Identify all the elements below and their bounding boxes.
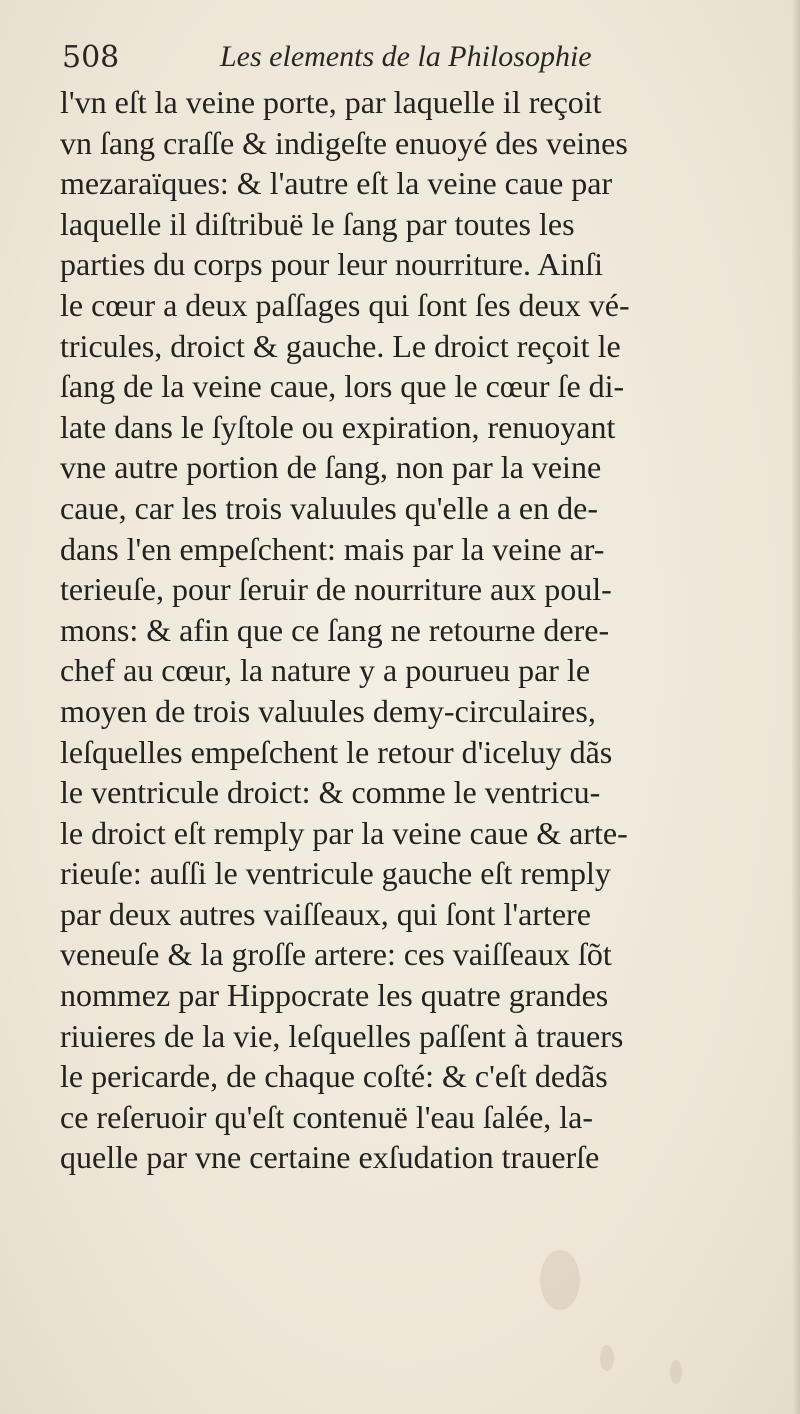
text-line: le droict eſt remply par la veine caue & arte- bbox=[60, 814, 628, 851]
text-line: moyen de trois valuules demy-circulaires, bbox=[60, 692, 596, 729]
text-line: rieuſe: auſſi le ventricule gauche eſt remply bbox=[60, 855, 611, 892]
text-line: le cœur a deux paſſages qui ſont ſes deux vé- bbox=[60, 286, 630, 323]
text-line: nommez par Hippocrate les quatre grandes bbox=[60, 977, 609, 1014]
text-line: laquelle il diſtribuë le ſang par toutes les bbox=[60, 205, 575, 242]
paper-smudge bbox=[670, 1360, 682, 1384]
text-line: leſquelles empeſchent le retour d'iceluy dãs bbox=[60, 733, 613, 770]
text-line: tricules, droict & gauche. Le droict reçoit le bbox=[60, 327, 621, 364]
text-line: ſang de la veine caue, lors que le cœur ſe di- bbox=[60, 368, 625, 405]
text-line: caue, car les trois valuules qu'elle a en de- bbox=[60, 489, 598, 526]
text-line: l'vn eſt la veine porte, par laquelle il reçoit bbox=[60, 84, 602, 120]
running-head-title: Les elements de la Philosophie bbox=[220, 40, 592, 73]
page-header bbox=[62, 40, 702, 84]
text-line: terieuſe, pour ſeruir de nourriture aux poul- bbox=[60, 571, 612, 608]
text-line: mons: & afin que ce ſang ne retourne dere- bbox=[60, 611, 610, 648]
text-line: le pericarde, de chaque coſté: & c'eſt dedãs bbox=[60, 1058, 608, 1095]
text-line: mezaraïques: & l'autre eſt la veine caue par bbox=[60, 165, 613, 202]
text-line: le ventricule droict: & comme le ventricu- bbox=[60, 774, 601, 811]
text-line: ce reſeruoir qu'eſt contenuë l'eau ſalée, la- bbox=[60, 1098, 594, 1135]
text-line: vne autre portion de ſang, non par la veine bbox=[60, 449, 602, 486]
text-line: riuieres de la vie, leſquelles paſſent à trauers bbox=[60, 1017, 624, 1054]
paper-smudge bbox=[540, 1250, 580, 1310]
text-line: quelle par vne certaine exſudation trauerſe bbox=[60, 1139, 600, 1176]
body-text bbox=[60, 82, 790, 1178]
text-line: dans l'en empeſchent: mais par la veine ar- bbox=[60, 530, 605, 567]
text-line: parties du corps pour leur nourriture. Ainſi bbox=[60, 246, 603, 283]
text-line: late dans le ſyſtole ou expiration, renuoyant bbox=[60, 408, 616, 445]
page-number: 508 bbox=[62, 40, 120, 75]
text-line: vn ſang craſſe & indigeſte enuoyé des veines bbox=[60, 124, 628, 161]
text-line: veneuſe & la groſſe artere: ces vaiſſeaux ſõt bbox=[60, 936, 612, 973]
text-line: chef au cœur, la nature y a pourueu par le bbox=[60, 652, 591, 689]
paper-smudge bbox=[600, 1345, 614, 1371]
page-edge-shadow bbox=[792, 0, 800, 1414]
text-line: par deux autres vaiſſeaux, qui ſont l'artere bbox=[60, 895, 591, 932]
